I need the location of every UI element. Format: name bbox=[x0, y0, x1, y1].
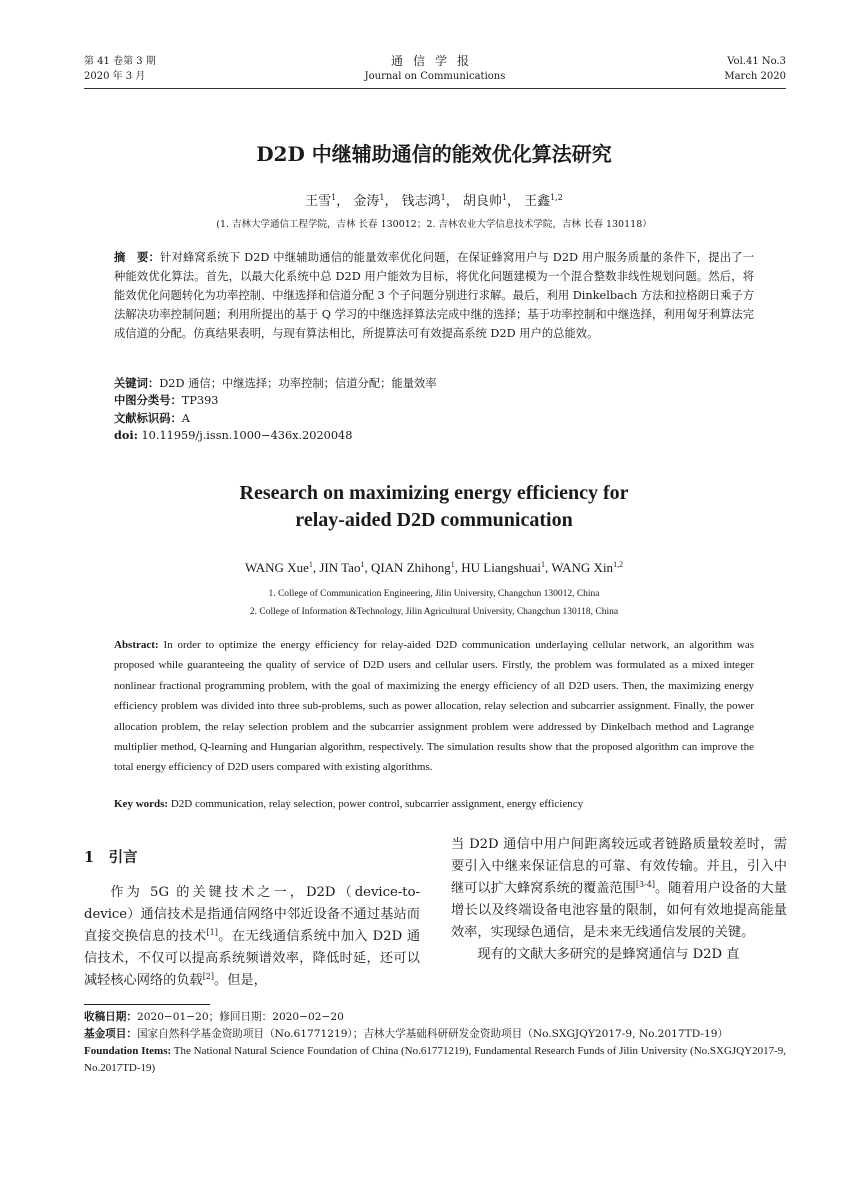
affiliation-en bbox=[0, 585, 868, 621]
header-center bbox=[84, 54, 786, 84]
abstract-cn-text: 针对蜂窝系统下 D2D 中继辅助通信的能量效率优化问题，在保证蜂窝用户与 D2D 用户服务质量的条件下，提出了一种能效优化算法。首先，以最大化系统中总 D2D 用户能效为目标，将优化问题建模为一个混合整数非线性规划问题。然后，将能效优化问题转化为功率控制、中继选择和信道分配 3 个子问题分别进行求解。最后，利用 Dinkelbach 方法和拉格朗日乘子方法解决功率控制问题；利用所提出的基于 Q 学习的中继选择算法完成中继的选择；基于功率控制和中继选择，利用匈牙利算法完成信道的分配。仿真结果表明，与现有算法相比，所提算法可有效提高系统 D2D 用户的总能效。 bbox=[114, 251, 754, 340]
fund-text: 国家自然科学基金资助项目（No.61771219）；吉林大学基础科研研发金资助项目（No.SXGJQY2017-9, No.2017TD-19） bbox=[136, 1028, 729, 1040]
author-sup: 1,2 bbox=[550, 193, 563, 202]
authors-en: WANG Xue$^1$, JIN Tao$^1$, QIAN Zhihong$^1$, HU Liangshuai$^1$, WANG Xin$^{1,2}$ bbox=[244, 560, 624, 575]
abstract-cn-label: 摘 要： bbox=[114, 250, 160, 264]
citation: [3-4] bbox=[635, 880, 655, 889]
paragraph bbox=[451, 834, 787, 944]
clc-label: 中图分类号： bbox=[114, 393, 182, 408]
keywords-en bbox=[114, 798, 754, 810]
paragraph: 现有的文献大多研究的是蜂窝通信与 D2D 直 bbox=[477, 947, 740, 962]
title-en-line: relay-aided D2D communication bbox=[295, 509, 573, 531]
author-en: QIAN Zhihong bbox=[370, 560, 451, 575]
fund-label: 基金项目： bbox=[84, 1028, 137, 1040]
author-sup: 1 bbox=[440, 193, 446, 202]
footnotes bbox=[84, 1009, 786, 1077]
affiliation-en-line: 1. College of Communication Engineering, Jilin University, Changchun 130012, China bbox=[268, 589, 600, 599]
fund-en-label: Foundation Items: bbox=[84, 1045, 172, 1057]
doi-label: doi: bbox=[114, 428, 138, 443]
author-sup: 1 bbox=[450, 560, 455, 569]
body-column-right bbox=[451, 834, 787, 966]
author-en: HU Liangshuai bbox=[461, 560, 542, 575]
citation: [1] bbox=[206, 928, 218, 937]
section-heading: 1 引言 bbox=[84, 849, 138, 866]
abstract-en bbox=[114, 635, 754, 778]
text-run: 作为 5G 的关键技术之一，D2D（device-to-device）通信技术是指通信网络中邻近设备不通过基站而直接交换信息的技术 bbox=[84, 885, 420, 944]
clc-value: TP393 bbox=[181, 394, 219, 408]
keywords-cn-label: 关键词： bbox=[114, 376, 160, 390]
funding-en bbox=[84, 1043, 786, 1077]
author-sup: 1 bbox=[541, 560, 546, 569]
dates-label: 收稿日期： bbox=[84, 1011, 137, 1023]
abstract-cn bbox=[114, 248, 754, 343]
author-cn: 钱志鸿 bbox=[401, 194, 441, 209]
author-en: JIN Tao bbox=[319, 560, 361, 575]
doc-code-label: 文献标识码： bbox=[114, 410, 182, 425]
citation: [2] bbox=[202, 972, 215, 981]
metadata-cn bbox=[114, 375, 754, 445]
abstract-en-text: In order to optimize the energy efficiency for relay-aided D2D communication underlaying cellular network, an algorithm was proposed while guaranteeing the quality of service of D2D users and cellular users. Firstly, the problem was formulated as a mixed integer nonlinear fractional programming problem, with the goal of maximizing the energy efficiency of all D2D users. Then, the maximizing energy efficiency problem was divided into three sub-problems, such as power allocation, relay selection and subcarrier assignment. Finally, the power allocation problem, the relay selection problem and the subcarrier assignment problem were addressed by Dinkelbach method and Lagrange multiplier method, Q-learning and Hungarian algorithm, respectively. The simulation results show that the proposed algorithm can improve the total energy efficiency of D2D users compared with existing algorithms. bbox=[114, 639, 754, 774]
affiliation-cn: (1. 吉林大学通信工程学院，吉林 长春 130012；2. 吉林农业大学信息技术学院，吉林 长春 130118） bbox=[216, 219, 652, 230]
affiliation-en-line: 2. College of Information &Technology, Jilin Agricultural University, Changchun 130118, China bbox=[249, 607, 619, 617]
doc-code-value: A bbox=[181, 411, 190, 425]
authors-cn: 王雪$^1$， 金涛$^1$， 钱志鸿$^1$， 胡良帅$^1$， 王鑫$^{1,2}$ bbox=[305, 193, 563, 209]
author-en: WANG Xin bbox=[551, 560, 614, 575]
document-code bbox=[114, 410, 754, 427]
author-sup: 1 bbox=[501, 193, 507, 202]
footnote-rule bbox=[84, 1004, 210, 1005]
dates-text: 2020−01−20；修回日期：2020−02−20 bbox=[136, 1011, 344, 1023]
text-run: 。随着用户设备的大量增长以及终端设备电池容量的限制，如何有效地提高能量效率，实现绿色通信，是未来无线通信发展的关键。 bbox=[451, 881, 787, 940]
volume-cn: 第 41 卷第 3 期 bbox=[84, 56, 156, 67]
doi bbox=[114, 427, 754, 444]
date-en: March 2020 bbox=[724, 71, 786, 82]
keywords-en-text: D2D communication, relay selection, power control, subcarrier assignment, energy efficiency bbox=[168, 798, 584, 810]
text-run: 。但是， bbox=[214, 973, 267, 988]
author-sup: 1 bbox=[360, 560, 365, 569]
date-cn: 2020 年 3 月 bbox=[84, 71, 146, 82]
title-en bbox=[0, 480, 868, 534]
author-sup: 1 bbox=[379, 193, 385, 202]
received-dates bbox=[84, 1009, 786, 1026]
text-run: 。在无线通信系统中加入 D2D 通信技术，不仅可以提高系统频谱效率，降低时延，还可以减轻核心网络的负载 bbox=[84, 929, 421, 988]
doi-value: 10.11959/j.issn.1000−436x.2020048 bbox=[137, 429, 353, 443]
keywords-cn bbox=[114, 375, 754, 392]
clc-number bbox=[114, 392, 754, 409]
abstract-en-label: Abstract: bbox=[114, 639, 159, 651]
author-cn: 王雪 bbox=[305, 194, 332, 209]
author-cn: 胡良帅 bbox=[462, 194, 502, 209]
keywords-cn-text: D2D 通信；中继选择；功率控制；信道分配；能量效率 bbox=[159, 377, 437, 390]
title-cn: D2D 中继辅助通信的能效优化算法研究 bbox=[256, 142, 612, 166]
fund-en-text: The National Natural Science Foundation of China (No.61771219), Fundamental Research Funds of Jilin University (No.SXGJQY2017-9, No.2017TD-19) bbox=[84, 1045, 786, 1074]
volume-en: Vol.41 No.3 bbox=[727, 56, 786, 67]
header-right bbox=[724, 54, 786, 84]
running-header bbox=[84, 54, 786, 89]
author-sup: 1 bbox=[331, 193, 337, 202]
keywords-en-label: Key words: bbox=[114, 798, 169, 810]
paragraph bbox=[84, 882, 420, 992]
author-cn: 金涛 bbox=[353, 194, 380, 209]
journal-name-cn: 通信学报 bbox=[390, 54, 479, 68]
title-en-line: Research on maximizing energy efficiency for bbox=[239, 482, 629, 504]
author-en: WANG Xue bbox=[244, 560, 309, 575]
body-column-left bbox=[84, 882, 420, 992]
author-sup: 1 bbox=[308, 560, 313, 569]
author-sup: 1,2 bbox=[613, 560, 624, 569]
journal-name-en: Journal on Communications bbox=[364, 71, 506, 82]
funding-cn bbox=[84, 1026, 786, 1043]
author-cn: 王鑫 bbox=[524, 194, 551, 209]
text-run: 当 D2D 通信中用户间距离较远或者链路质量较差时，需要引入中继来保证信息的可靠、有效传输。并且，引入中继可以扩大蜂窝系统的覆盖范围 bbox=[451, 837, 787, 896]
